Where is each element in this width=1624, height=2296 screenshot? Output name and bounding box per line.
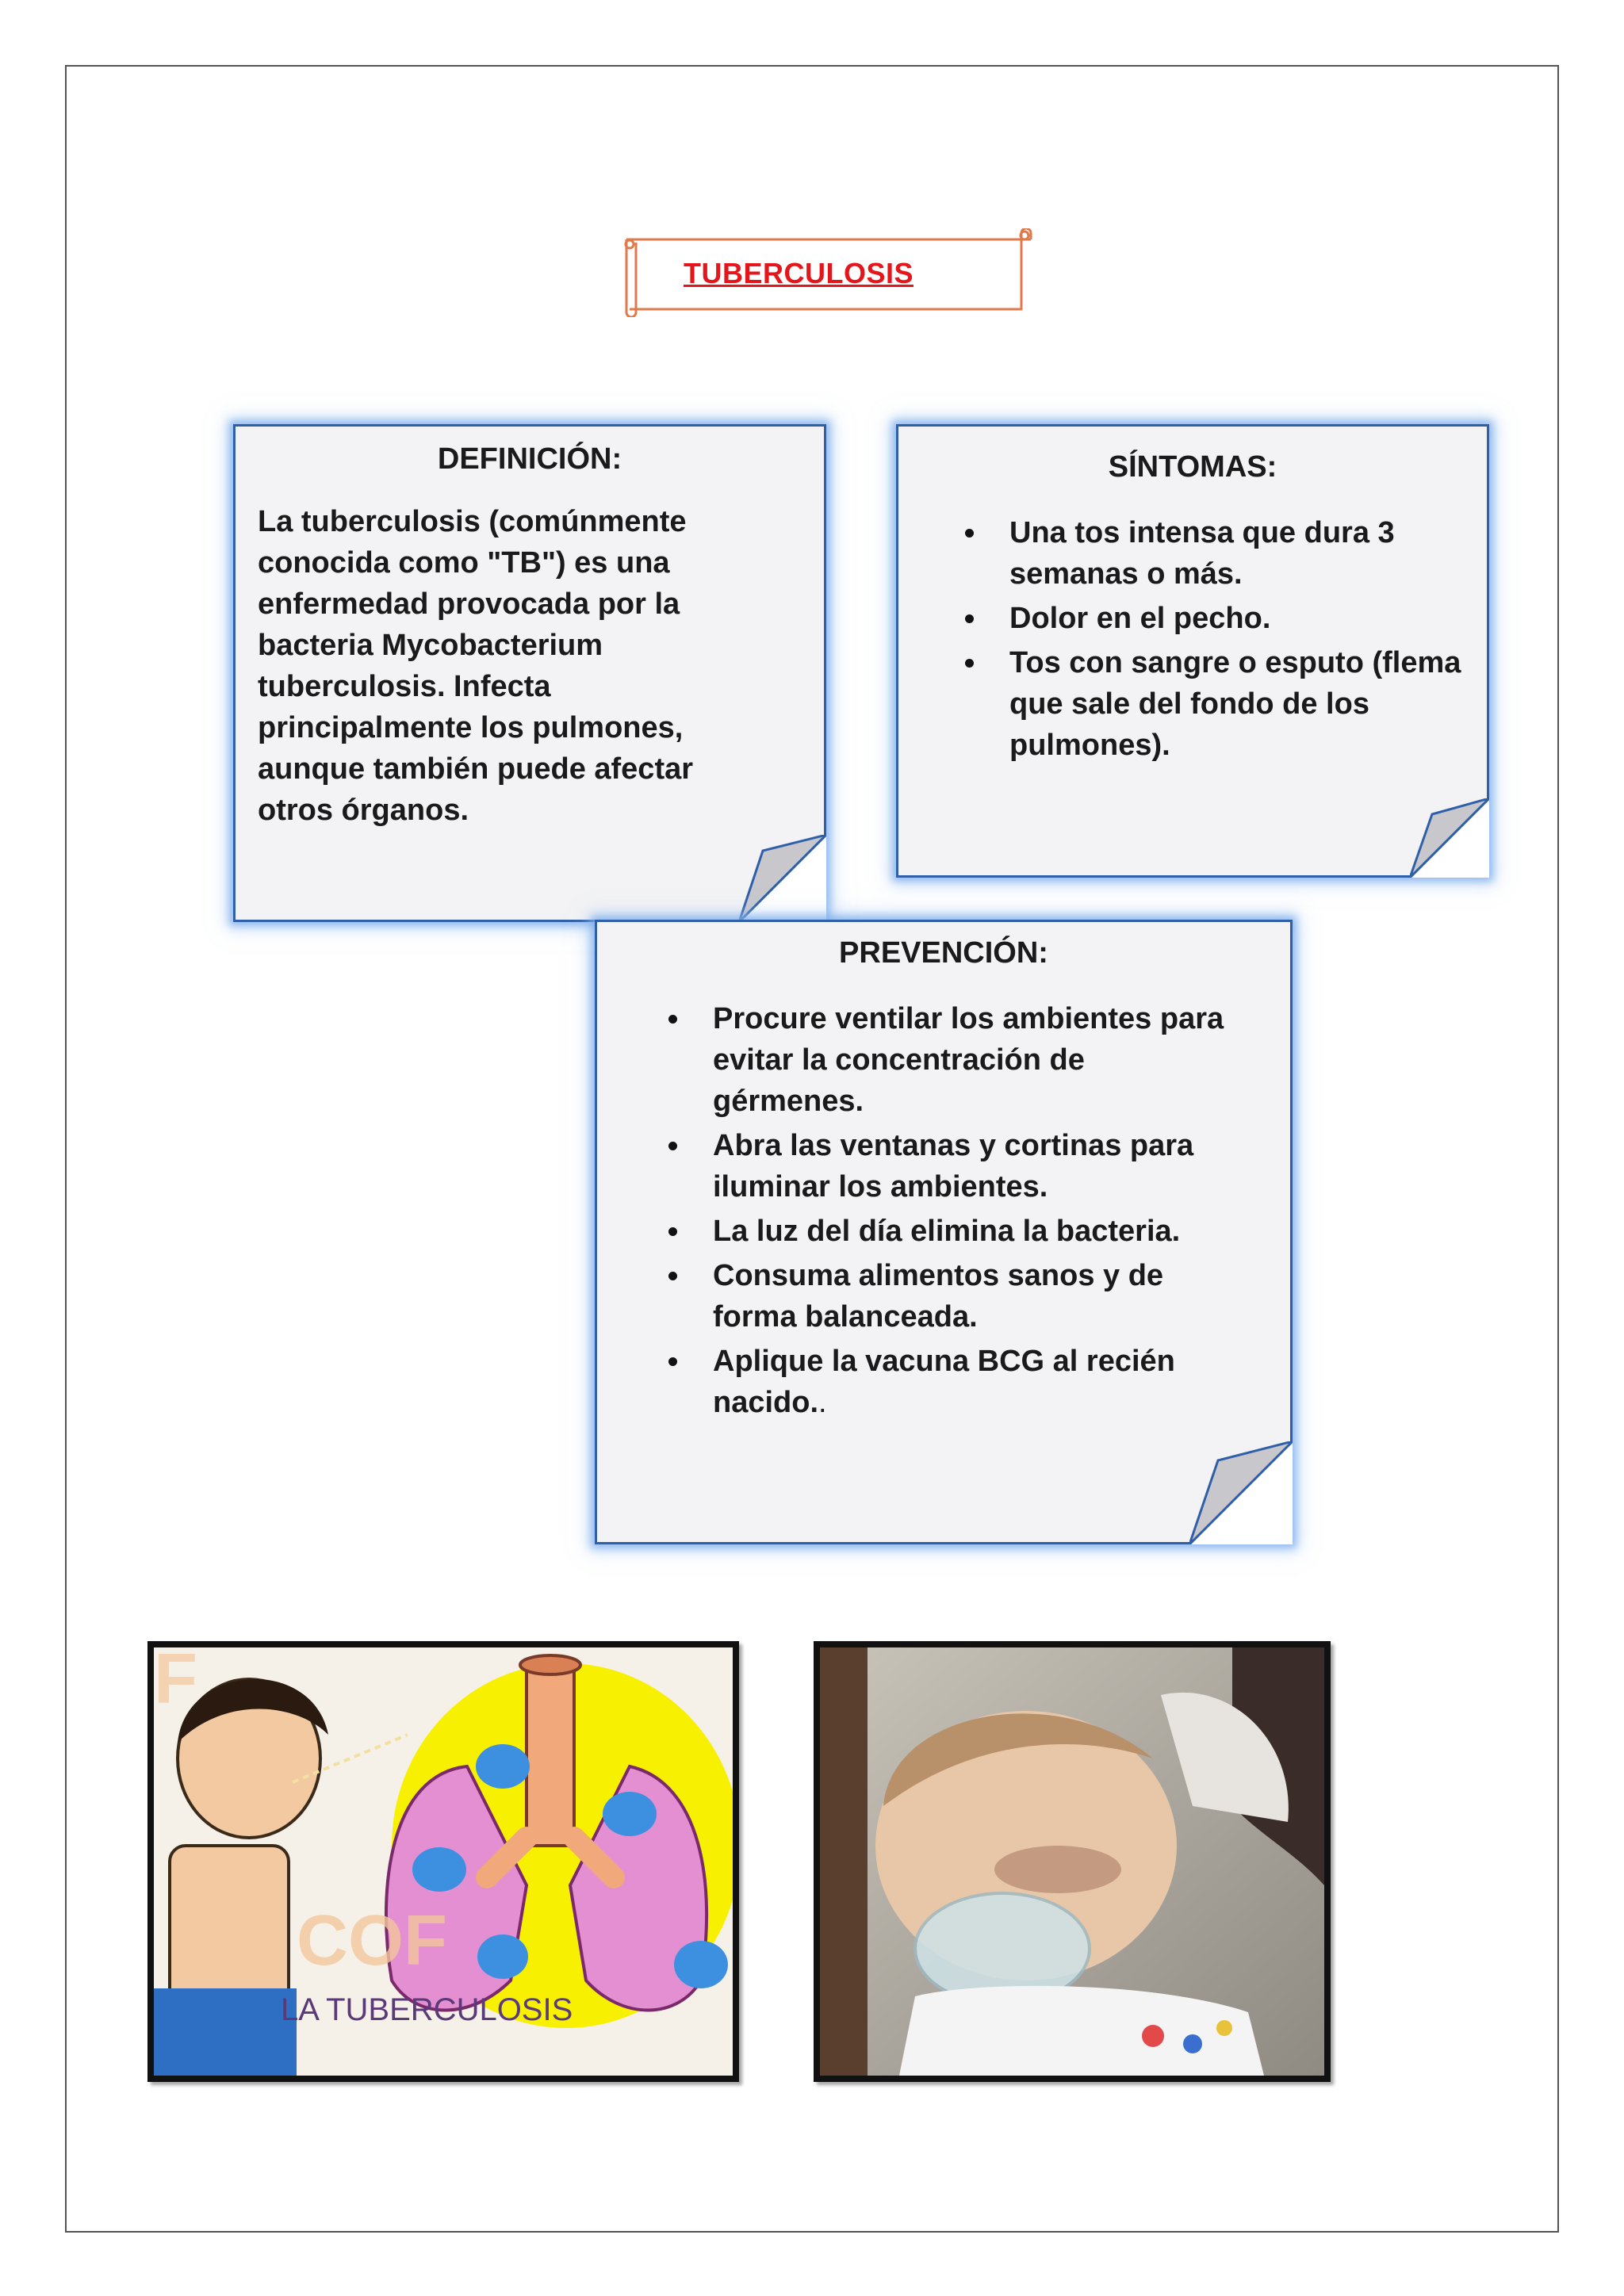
definition-line: bacteria Mycobacterium xyxy=(258,629,603,662)
definition-line: principalmente los pulmones, xyxy=(258,711,684,744)
cartoon-illustration xyxy=(154,1647,733,2076)
list-item: La luz del día elimina la bacteria. xyxy=(657,1211,1236,1252)
definition-line: conocida como "TB") es una xyxy=(258,546,670,580)
definition-note xyxy=(233,424,826,922)
page-curl-icon xyxy=(739,835,826,922)
definition-line: aunque también puede afectar xyxy=(258,752,694,786)
symptoms-heading: SÍNTOMAS: xyxy=(1108,450,1277,484)
title-scroll-banner xyxy=(619,228,1034,317)
svg-text:F: F xyxy=(154,1647,197,1719)
definition-line: La tuberculosis (comúnmente xyxy=(258,505,687,538)
page-curl-icon xyxy=(1410,798,1489,878)
symptoms-note xyxy=(896,424,1489,878)
cartoon-caption: LA TUBERCULOSIS xyxy=(281,1992,573,2027)
list-item: Una tos intensa que dura 3 semanas o más. xyxy=(954,512,1461,595)
definition-line: enfermedad provocada por la xyxy=(258,587,680,621)
symptoms-list xyxy=(954,512,1461,766)
cartoon-sound-text: COF xyxy=(297,1901,447,1980)
prevention-heading: PREVENCIÓN: xyxy=(839,936,1048,970)
definition-line: tuberculosis. Infecta xyxy=(258,670,551,703)
list-item: Tos con sangre o esputo (flema que sale del fondo de los pulmones). xyxy=(954,642,1461,766)
baby-nebulizer-photo xyxy=(814,1641,1331,2082)
page-curl-icon xyxy=(1189,1441,1293,1544)
list-item: Abra las ventanas y cortinas para iluminar los ambientes. xyxy=(657,1125,1236,1207)
list-item: Consuma alimentos sanos y de forma balanceada. xyxy=(657,1255,1236,1337)
page-title: TUBERCULOSIS xyxy=(684,257,914,289)
prevention-note xyxy=(595,920,1293,1544)
list-item: Procure ventilar los ambientes para evitar la concentración de gérmenes. xyxy=(657,998,1236,1122)
list-item-text: Aplique la vacuna BCG al recién nacido. xyxy=(713,1345,1175,1419)
definition-line: otros órganos. xyxy=(258,794,469,827)
list-item: Dolor en el pecho. xyxy=(954,598,1461,639)
list-item xyxy=(657,1341,1236,1423)
trailing-period: . xyxy=(818,1386,827,1419)
tuberculosis-cartoon-image xyxy=(147,1641,739,2082)
baby-photo-illustration xyxy=(820,1647,1324,2076)
prevention-list xyxy=(657,998,1236,1423)
definition-heading: DEFINICIÓN: xyxy=(437,442,622,476)
definition-text xyxy=(258,501,813,831)
